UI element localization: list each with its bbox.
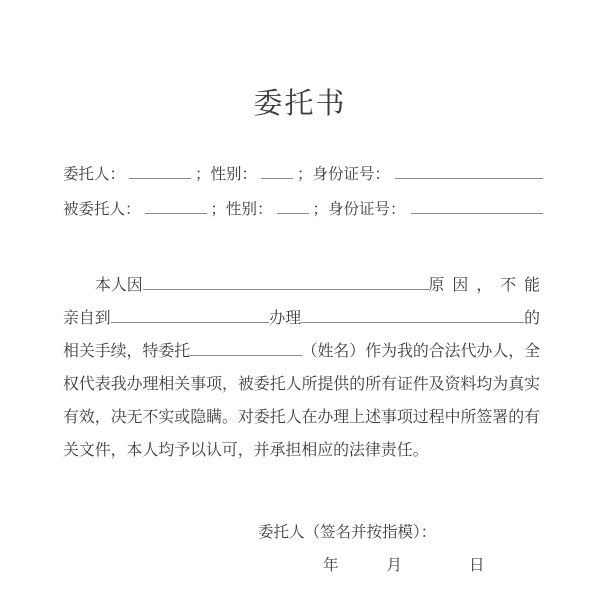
principal-line bbox=[63, 162, 543, 197]
date-line bbox=[323, 553, 485, 575]
agent-id-label: ；身份证号： bbox=[312, 200, 406, 218]
body-line-1-pre: 本人因 bbox=[95, 275, 143, 294]
body-line-6: 关文件，本人均予以认可，并承担相应的法律责任。 bbox=[63, 440, 429, 459]
agent-id-blank bbox=[411, 213, 543, 214]
body-paragraph bbox=[63, 268, 548, 466]
date-year-label: 年 bbox=[323, 556, 339, 574]
agent-line bbox=[63, 197, 543, 232]
principal-id-blank bbox=[395, 178, 543, 179]
reason-blank bbox=[143, 289, 429, 290]
agent-gender-label: ；性别： bbox=[210, 200, 273, 218]
body-line-2-post: 的 bbox=[524, 308, 540, 327]
body-line-3-post: （姓名）作为我的合法代办人，全 bbox=[301, 341, 540, 360]
principal-id-label: ；身份证号： bbox=[297, 165, 391, 183]
agent-label: 被委托人： bbox=[63, 200, 141, 218]
body-line-3 bbox=[63, 334, 540, 367]
principal-gender-label: ；性别： bbox=[195, 165, 258, 183]
agent-gender-blank bbox=[277, 213, 309, 214]
agent-name-fill-blank bbox=[190, 355, 302, 356]
document-title: 委托书 bbox=[253, 86, 347, 120]
date-month-label: 月 bbox=[386, 556, 403, 574]
body-line-1 bbox=[63, 268, 548, 301]
matter-blank bbox=[301, 322, 524, 323]
principal-name-blank bbox=[129, 178, 191, 179]
body-line-3-pre: 相关手续，特委托 bbox=[63, 341, 191, 360]
place-blank bbox=[111, 322, 270, 323]
signature-label: 委托人（签名并按指模）： bbox=[258, 523, 437, 541]
principal-gender-blank bbox=[261, 178, 293, 179]
principal-label: 委托人： bbox=[63, 165, 126, 183]
body-line-4: 权代表我办理相关事项，被委托人所提供的所有证件及资料均为真实 bbox=[63, 374, 540, 393]
party-info-section bbox=[63, 162, 543, 232]
body-line-2-mid: 办理 bbox=[269, 308, 302, 327]
body-line-2 bbox=[63, 301, 540, 334]
date-day-label: 日 bbox=[469, 556, 485, 574]
body-line-1-post: 原因，不能 bbox=[428, 275, 548, 294]
agent-name-blank bbox=[145, 213, 207, 214]
body-line-5: 有效，决无不实或隐瞒。对委托人在办理上述事项过程中所签署的有 bbox=[63, 407, 540, 426]
body-line-2-pre: 亲自到 bbox=[63, 308, 111, 327]
